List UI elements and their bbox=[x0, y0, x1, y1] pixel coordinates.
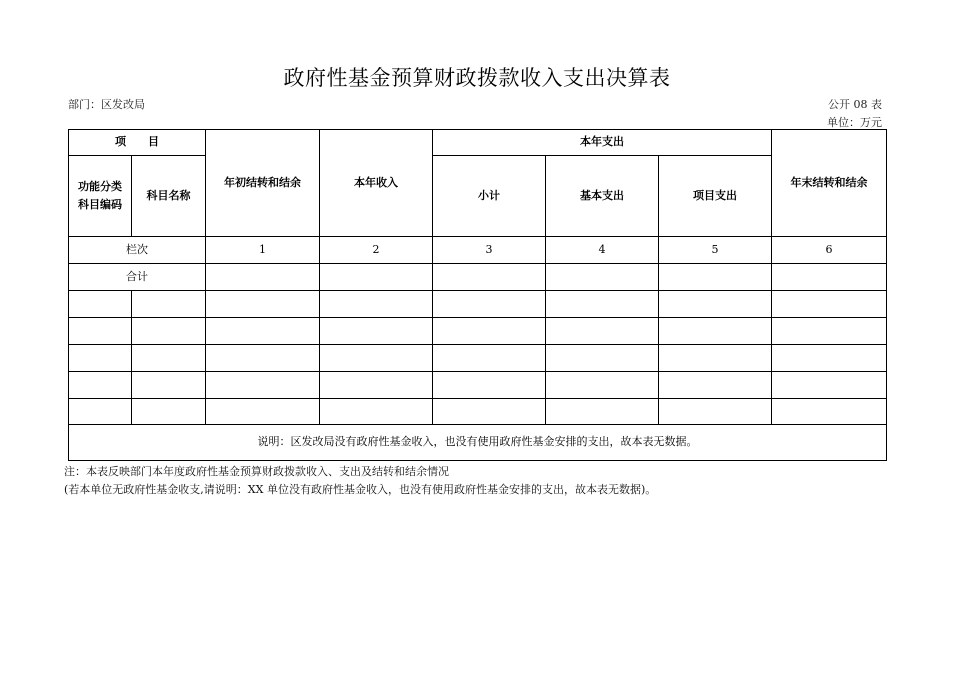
column-number: 4 bbox=[546, 237, 659, 264]
column-number: 1 bbox=[206, 237, 320, 264]
column-number: 3 bbox=[433, 237, 546, 264]
header-end-balance: 年末结转和结余 bbox=[772, 130, 887, 237]
table-row bbox=[69, 372, 887, 399]
table-cell bbox=[320, 264, 433, 291]
column-number: 5 bbox=[659, 237, 772, 264]
footnote-line-1: 注：本表反映部门本年度政府性基金预算财政拨款收入、支出及结转和结余情况 bbox=[64, 465, 449, 478]
header-item: 项 目 bbox=[69, 130, 206, 156]
header-func-code: 功能分类 科目编码 bbox=[69, 156, 132, 237]
explanation-text: 说明：区发改局没有政府性基金收入，也没有使用政府性基金安排的支出，故本表无数据。 bbox=[69, 425, 887, 461]
form-code-label: 公开 08 表 bbox=[828, 98, 882, 111]
budget-table bbox=[68, 129, 887, 461]
department-label: 部门：区发改局 bbox=[68, 98, 145, 111]
table-cell bbox=[659, 264, 772, 291]
column-number: 6 bbox=[772, 237, 887, 264]
table-cell bbox=[206, 264, 320, 291]
header-expense-group: 本年支出 bbox=[433, 130, 772, 156]
footnote-line-2: (若本单位无政府性基金收支,请说明：XX 单位没有政府性基金收入，也没有使用政府性基金安排的支出，故本表无数据)。 bbox=[64, 483, 657, 496]
page-title: 政府性基金预算财政拨款收入支出决算表 bbox=[283, 66, 671, 90]
table-cell bbox=[772, 264, 887, 291]
column-row-label: 栏次 bbox=[69, 237, 206, 264]
header-project-expense: 项目支出 bbox=[659, 156, 772, 237]
column-number: 2 bbox=[320, 237, 433, 264]
header-basic-expense: 基本支出 bbox=[546, 156, 659, 237]
header-subject-name: 科目名称 bbox=[132, 156, 206, 237]
total-label: 合计 bbox=[69, 264, 206, 291]
table-row bbox=[69, 345, 887, 372]
header-income: 本年收入 bbox=[320, 130, 433, 237]
header-begin-balance: 年初结转和结余 bbox=[206, 130, 320, 237]
table-row bbox=[69, 291, 887, 318]
table-cell bbox=[546, 264, 659, 291]
header-subtotal: 小计 bbox=[433, 156, 546, 237]
table-cell bbox=[433, 264, 546, 291]
table-row bbox=[69, 318, 887, 345]
table-row bbox=[69, 399, 887, 425]
unit-label: 单位：万元 bbox=[827, 116, 882, 129]
